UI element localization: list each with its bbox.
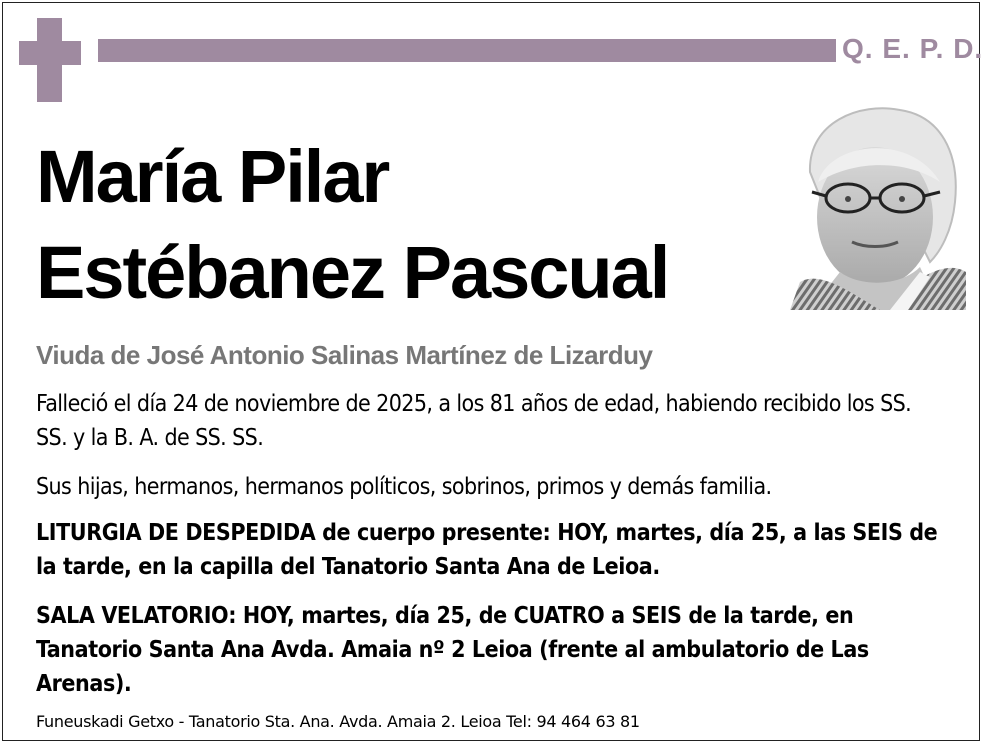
header-rule bbox=[98, 39, 836, 62]
wake-paragraph: SALA VELATORIO: HOY, martes, día 25, de CUATRO a SEIS de la tarde, en Tanatorio Santa Ana Avda. Amaia nº 2 Leioa (frente al ambulatorio de Las Arenas). bbox=[36, 603, 869, 697]
portrait-photo bbox=[790, 102, 966, 310]
qepd-label: Q. E. P. D. bbox=[842, 33, 984, 64]
family-paragraph: Sus hijas, hermanos, hermanos políticos, sobrinos, primos y demás familia. bbox=[36, 474, 772, 500]
death-notice-paragraph: Falleció el día 24 de noviembre de 2025, a los 81 años de edad, habiendo recibido los SS. SS. y la B. A. de SS. SS. bbox=[36, 391, 912, 451]
widow-of-line: Viuda de José Antonio Salinas Martínez de Lizarduy bbox=[36, 340, 653, 370]
liturgy-paragraph: LITURGIA DE DESPEDIDA de cuerpo presente: HOY, martes, día 25, a las SEIS de la tarde, en la capilla del Tanatorio Santa Ana de Leioa. bbox=[36, 520, 938, 580]
deceased-name-line1: María Pilar bbox=[36, 135, 389, 218]
funeral-home-footer: Funeuskadi Getxo - Tanatorio Sta. Ana. Avda. Amaia 2. Leioa Tel: 94 464 63 81 bbox=[36, 712, 640, 731]
cross-horizontal-bar bbox=[19, 41, 81, 65]
deceased-name-line2: Estébanez Pascual bbox=[36, 231, 669, 314]
